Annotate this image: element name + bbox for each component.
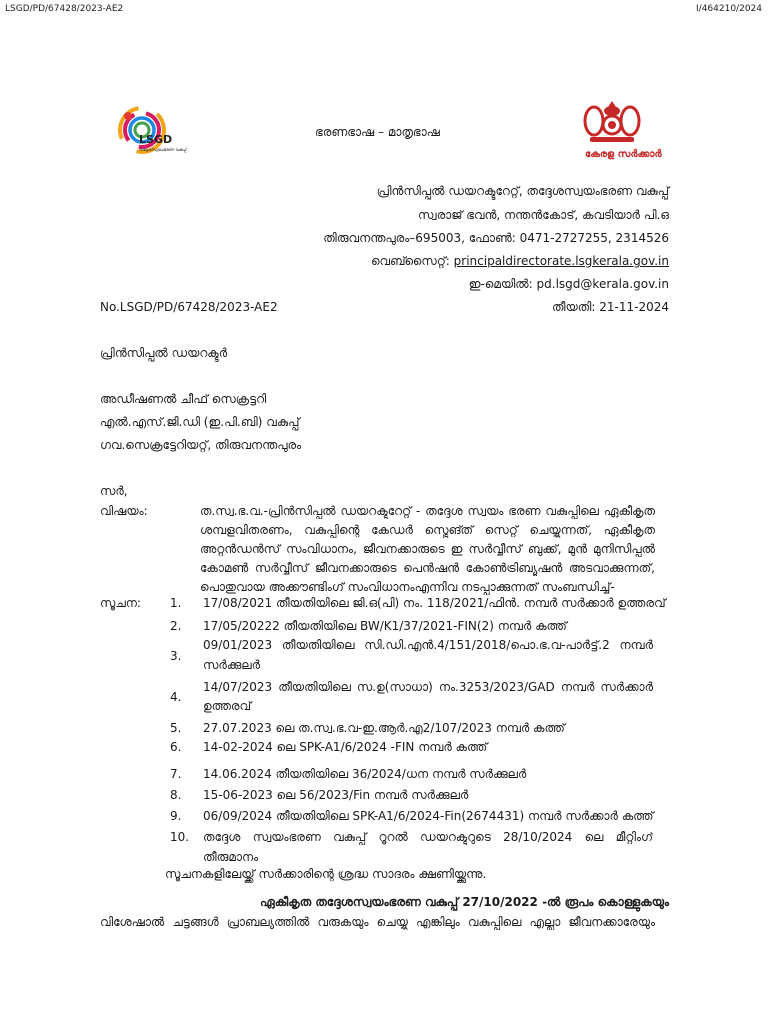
recipient-line-1: അഡീഷണൽ ചീഫ് സെക്രട്ടറി <box>100 392 267 406</box>
reference-text-line-1: 09/01/2023 തീയതിയിലെ സി.ഡി.എൻ.4/151/2018/പൊ.ഭ.വ-പാർട്ട്.2 നമ്പർ <box>203 638 653 652</box>
section-heading: ഏകീകൃത തദ്ദേശസ്വയംഭരണ വകുപ്പ് 27/10/2022 -ൽ രൂപം കൊള്ളുകയും <box>259 895 669 909</box>
reference-num: 3. <box>170 649 182 663</box>
reference-text: 14.06.2024 തീയതിയിലെ 36/2024/ധന നമ്പർ സർക്കുലർ <box>203 767 527 781</box>
reference-num: 4. <box>170 690 182 704</box>
reference-text: 14-02-2024 ലെ SPK-A1/6/2024 -FIN നമ്പർ കത്ത് <box>203 740 488 754</box>
reference-text: 06/09/2024 തീയതിയിലെ SPK-A1/6/2024-Fin(2674431) നമ്പർ സർക്കാർ കത്ത് <box>203 809 654 823</box>
reference-number: No.LSGD/PD/67428/2023-AE2 <box>100 300 278 314</box>
reference-text-line-2: സർക്കുലർ <box>203 658 261 672</box>
office-line-3: തിരുവനന്തപുരം–695003, ഫോൺ: 0471-2727255, 2314526 <box>323 231 669 245</box>
recipient-line-2: എൽ.എസ്.ജി.ഡി (ഇ.പി.ബി) വകുപ്പ് <box>100 415 300 429</box>
subject-line-3: അറ്റൻഡൻസ് സംവിധാനം, ജീവനക്കാരുടെ ഇ സർവ്വീസ് ബുക്ക്, മുൻ മുനിസിപ്പൽ <box>200 542 655 556</box>
subject-line-1: ത.സ്വ.ഭ.വ.-പ്രിൻസിപ്പൽ ഡയറക്ടറേറ്റ് - തദ്ദേശ സ്വയം ഭരണ വകുപ്പിലെ ഏകീകൃത <box>200 504 655 518</box>
logo-text: LSGD <box>139 133 173 146</box>
reference-num: 8. <box>170 788 182 802</box>
reference-num: 1. <box>170 596 182 610</box>
reference-text: 17/05/20222 തീയതിയിലെ BW/K1/37/2021-FIN(2) നമ്പർ കത്ത് <box>203 619 567 633</box>
reference-num: 5. <box>170 721 182 735</box>
reference-text-line-1: തദ്ദേശ സ്വയംഭരണ വകുപ്പ് റൂറൽ ഡയറക്ടറുടെ 28/10/2024 ലെ മീറ്റിംഗ് <box>203 830 653 844</box>
reference-text: 27.07.2023 ലെ ത.സ്വ.ഭ.വ-ഇ.ആർ.എ2/107/2023 നമ്പർ കത്ത് <box>203 721 565 735</box>
lsgd-logo <box>115 103 215 163</box>
reference-text-line-1: 14/07/2023 തീയതിയിലെ സ.ഉ(സാധാ) നം.3253/2023/GAD നമ്പർ സർക്കാർ <box>203 680 653 694</box>
body-text-line: വിശേഷാൽ ചട്ടങ്ങൾ പ്രാബല്യത്തിൽ വരുകയും ചെയ്യു എങ്കിലും വകുപ്പിലെ എല്ലാ ജീവനക്കാരേയും <box>100 915 655 929</box>
office-website-row <box>371 254 669 269</box>
subject-label: വിഷയം: <box>100 504 148 518</box>
date-value: 21-11-2024 <box>599 300 669 314</box>
reference-text: 17/08/2021 തീയതിയിലെ ജി.ഒ(പി) നം. 118/2021/ഫിൻ. നമ്പർ സർക്കാർ ഉത്തരവ് <box>203 596 666 610</box>
reference-text-line-2: തീരുമാനം <box>203 850 259 864</box>
language-line: ഭരണഭാഷ – മാതൃഭാഷ <box>315 125 440 139</box>
reference-text: 15-06-2023 ലെ 56/2023/Fin നമ്പർ സർക്കുലർ <box>203 788 469 802</box>
office-email-row <box>469 277 669 292</box>
reference-text-line-2: ഉത്തരവ് <box>203 699 252 713</box>
reference-num: 9. <box>170 809 182 823</box>
reference-num: 6. <box>170 740 182 754</box>
references-label: സൂചന: <box>100 596 141 610</box>
subject-line-4: കോമൺ സർവ്വീസ് ജീവനക്കാരുടെ പെൻഷൻ കോൺട്രിബ്യൂഷൻ അടവാക്കുന്നത്, <box>200 561 655 575</box>
office-line-1: പ്രിൻസിപ്പൽ ഡയറക്ടറേറ്റ്, തദ്ദേശസ്വയംഭരണ വകുപ്പ് <box>376 184 669 198</box>
attention-line: സൂചനകളിലേയ്ക്ക് സർക്കാരിന്റെ ശ്രദ്ധ സാദരം ക്ഷണിയ്ക്കുന്നു. <box>165 867 487 881</box>
website-link[interactable]: principaldirectorate.lsgkerala.gov.in <box>453 254 669 268</box>
subject-line-2: ശമ്പളവിതരണം, വകുപ്പിന്റെ കേഡർ സ്ട്രെങ്ത് സെറ്റ് ചെയ്യുന്നത്, ഏകീകൃത <box>200 523 655 537</box>
kerala-emblem <box>582 97 662 167</box>
website-label: വെബ്സൈറ്റ്: <box>370 254 450 268</box>
reference-num: 2. <box>170 619 182 633</box>
office-line-2: സ്വരാജ് ഭവൻ, നന്തൻകോട്, കവടിയാർ പി.ഒ <box>417 208 669 222</box>
page-header-right: I/464210/2024 <box>696 4 762 14</box>
reference-num: 7. <box>170 767 182 781</box>
subject-line-5: പൊതുവായ അക്കൗണ്ടിംഗ് സംവിധാനംഎന്നിവ നടപ്പാക്കുന്നത് സംബന്ധിച്ച്- <box>200 580 615 594</box>
reference-num: 10. <box>170 830 190 844</box>
date-row <box>552 300 669 315</box>
recipient-line-3: ഗവ.സെക്രട്ടേറിയറ്റ്, തിരുവനന്തപുരം <box>100 438 302 452</box>
salutation: സർ, <box>100 484 128 498</box>
email-address: pd.lsgd@kerala.gov.in <box>536 277 669 291</box>
page-header-left: LSGD/PD/67428/2023-AE2 <box>5 4 124 14</box>
email-label: ഇ-മെയിൽ: <box>468 277 533 291</box>
logo-tagline: തദ്ദേശസ്വയംഭരണ വകുപ്പ് <box>139 147 187 152</box>
date-label: തീയതി: <box>551 300 596 314</box>
emblem-caption: കേരള സർക്കാർ <box>585 149 662 160</box>
sender: പ്രിൻസിപ്പൽ ഡയറക്ടർ <box>100 346 228 360</box>
